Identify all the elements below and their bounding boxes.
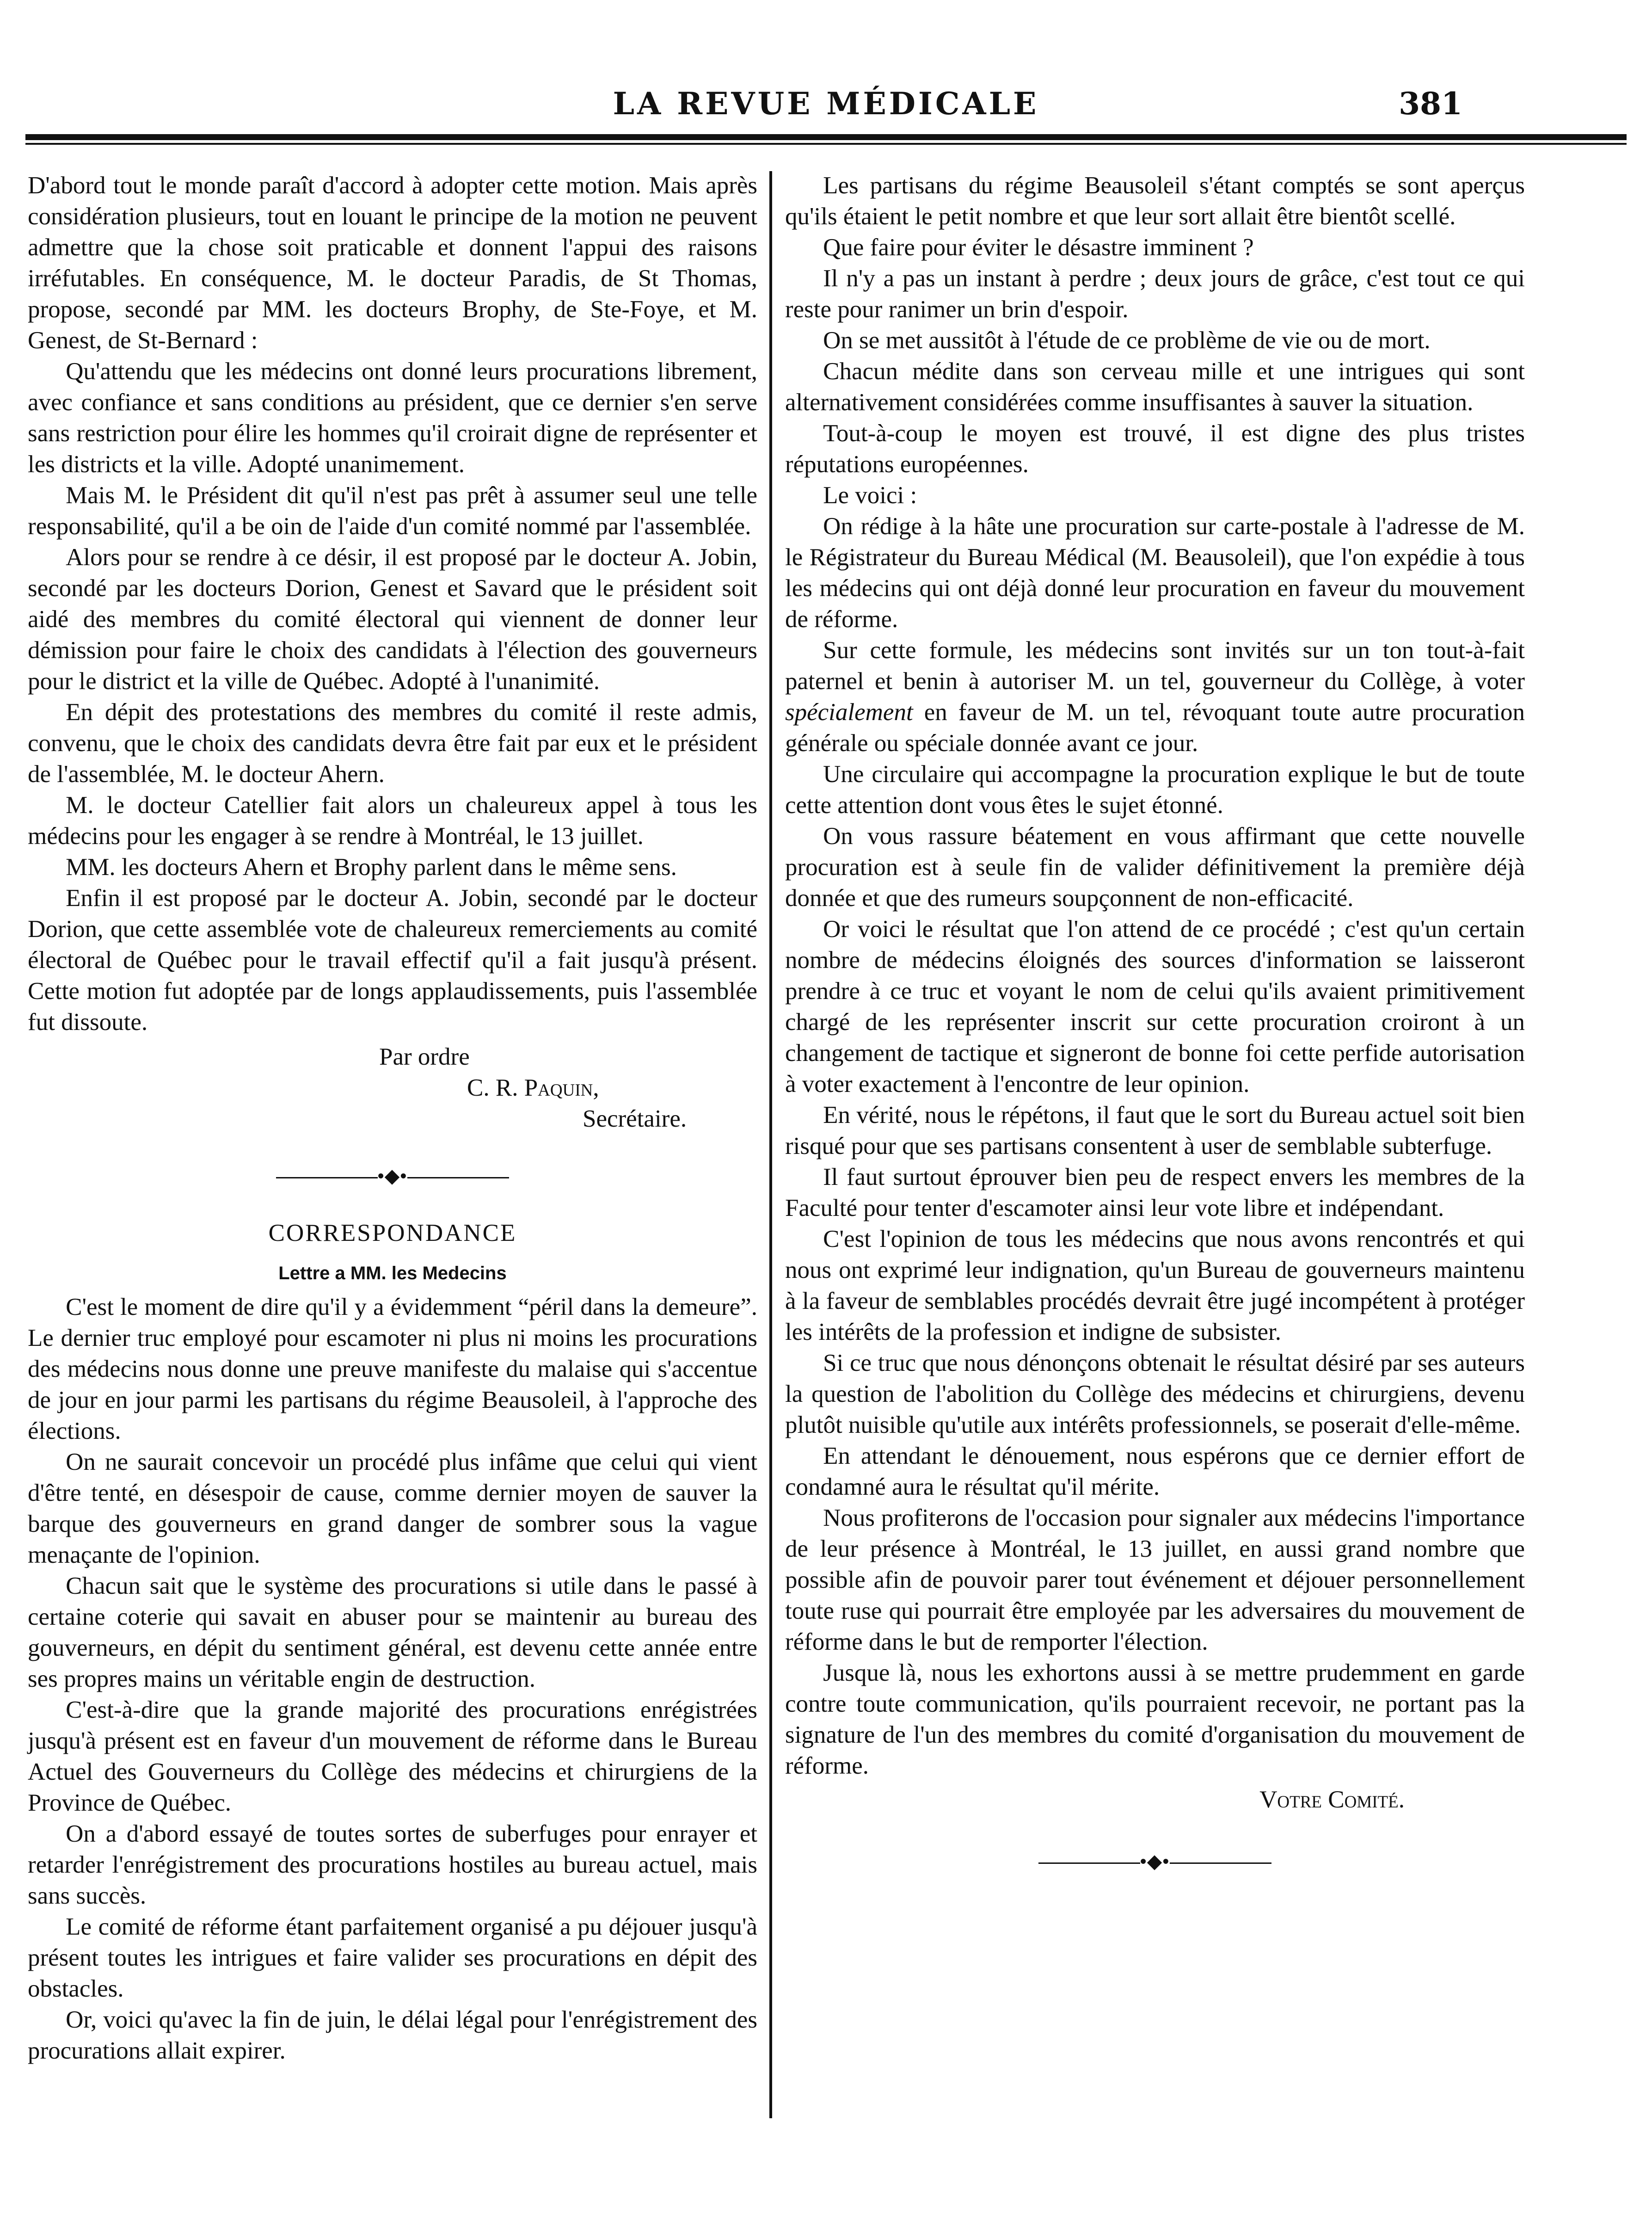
section-heading: CORRESPONDANCE bbox=[268, 1220, 517, 1246]
paragraph-with-emphasis: Sur cette formule, les médecins sont invités sur un ton tout-à-fait paternel et benin à autoriser M. un tel, gouverneur du Collège, à voter spécialement en faveur de M. un tel, révoquant toute autre procuration générale ou spéciale donnée avant ce jour. bbox=[785, 637, 1525, 757]
right-column bbox=[785, 170, 1525, 1903]
ornament-mark: •◆• bbox=[377, 1165, 408, 1186]
paragraph: Alors pour se rendre à ce désir, il est proposé par le docteur A. Jobin, secondé par les docteurs Dorion, Genest et Savard que le président soit aidé des membres du comité électoral qui viennent de donner leur démission pour faire le choix des candidats à l'élection des gouverneurs pour le district et la ville de Québec. Adopté à l'unanimité. bbox=[28, 544, 757, 695]
paragraph: Enfin il est proposé par le docteur A. Jobin, secondé par le docteur Dorion, que cette assemblée vote de chaleureux remerciements au comité électoral de Québec pour le travail effectif qu'il a fait jusqu'à présent. Cette motion fut adoptée par de longs applaudissements, puis l'assemblée fut dissoute. bbox=[28, 885, 757, 1036]
paragraph: Mais M. le Président dit qu'il n'est pas prêt à assumer seul une telle responsabilité, qu'il a be oin de l'aide d'un comité nommé par l'assemblée. bbox=[28, 482, 757, 540]
paragraph: En attendant le dénouement, nous espérons que ce dernier effort de condamné aura le résultat qu'il mérite. bbox=[785, 1443, 1525, 1500]
paragraph: D'abord tout le monde paraît d'accord à adopter cette motion. Mais après considération plusieurs, tout en louant le principe de la motion ne peuvent admettre que la chose soit praticable et donnent l'appui des raisons irréfutables. En conséquence, M. le docteur Paradis, de St Thomas, propose, secondé par MM. les docteurs Brophy, de Ste-Foye, et M. Genest, de St-Bernard : bbox=[28, 172, 757, 354]
section-subheading: Lettre a MM. les Medecins bbox=[278, 1263, 507, 1283]
paragraph: Il faut surtout éprouver bien peu de respect envers les membres de la Faculté pour tenter d'escamoter ainsi leur vote libre et indépendant. bbox=[785, 1164, 1525, 1221]
closing-ornament bbox=[785, 1852, 1525, 1871]
paragraph: Les partisans du régime Beausoleil s'étant comptés se sont aperçus qu'ils étaient le petit nombre et que leur sort allait être bientôt scellé. bbox=[785, 172, 1525, 230]
ornament-line bbox=[1038, 1862, 1140, 1864]
page-header bbox=[0, 86, 1652, 141]
paragraph: Chacun médite dans son cerveau mille et une intrigues qui sont alternativement considérées comme insuffisantes à sauver la situation. bbox=[785, 358, 1525, 416]
meeting-minutes bbox=[28, 170, 757, 1038]
paragraph: Le voici : bbox=[823, 482, 917, 509]
journal-title: LA REVUE MÉDICALE bbox=[613, 86, 1039, 122]
signature-order: Par ordre bbox=[379, 1043, 470, 1070]
signature-title: Secrétaire. bbox=[583, 1105, 687, 1132]
paragraph: C'est le moment de dire qu'il y a évidemment “péril dans la demeure”. Le dernier truc employé pour escamoter ni plus ni moins les procurations des médecins nous donne une preuve manifeste du malaise qui s'accentue de jour en jour parmi les partisans du régime Beausoleil, à l'approche des élections. bbox=[28, 1294, 757, 1444]
paragraph: On se met aussitôt à l'étude de ce problème de vie ou de mort. bbox=[823, 327, 1431, 354]
ornament-line bbox=[276, 1177, 378, 1178]
page-number: 381 bbox=[1399, 86, 1462, 122]
paragraph: Si ce truc que nous dénonçons obtenait le résultat désiré par ses auteurs la question de l'abolition du Collège des médecins et chirurgiens, devenu plutôt nuisible qu'utile aux intérêts professionnels, se poserait d'elle-même. bbox=[785, 1350, 1525, 1438]
paragraph: Tout-à-coup le moyen est trouvé, il est digne des plus tristes réputations européennes. bbox=[785, 420, 1525, 478]
paragraph: C'est l'opinion de tous les médecins que nous avons rencontrés et qui nous ont exprimé leur indignation, qu'un Bureau de gouverneurs maintenu à la faveur de semblables procédés devrait être jugé incompétent à protéger les intérêts de la profession et indigne de subsister. bbox=[785, 1226, 1525, 1345]
paragraph: Que faire pour éviter le désastre imminent ? bbox=[823, 234, 1254, 261]
paragraph: Une circulaire qui accompagne la procuration explique le but de toute cette attention dont vous êtes le sujet étonné. bbox=[785, 761, 1525, 819]
paragraph: Nous profiterons de l'occasion pour signaler aux médecins l'importance de leur présence à Montréal, le 13 juillet, en aussi grand nombre que possible afin de pouvoir parer tout événement et déjouer personnellement toute ruse qui pourrait être employée par les adversaires du mouvement de réforme dans le but de remporter l'élection. bbox=[785, 1504, 1525, 1655]
paragraph: Or, voici qu'avec la fin de juin, le délai légal pour l'enrégistrement des procurations allait expirer. bbox=[28, 2006, 757, 2064]
paragraph: Qu'attendu que les médecins ont donné leurs procurations librement, avec confiance et sans conditions au président, que ce dernier s'en serve sans restriction pour élire les hommes qu'il croirait digne de représenter et les districts et la ville. Adopté unanimement. bbox=[28, 358, 757, 478]
paragraph: On ne saurait concevoir un procédé plus infâme que celui qui vient d'être tenté, en désespoir de cause, comme dernier moyen de sauver la barque des gouverneurs en grand danger de sombrer sous la vague menaçante de l'opinion. bbox=[28, 1449, 757, 1568]
paragraph: MM. les docteurs Ahern et Brophy parlent dans le même sens. bbox=[66, 854, 677, 881]
ornament-mark: •◆• bbox=[1140, 1851, 1170, 1872]
paragraph: On vous rassure béatement en vous affirmant que cette nouvelle procuration est à seule fin de valider définitivement la première déjà donnée et que des rumeurs soupçonnent de non-efficacité. bbox=[785, 823, 1525, 912]
header-rule-thin bbox=[25, 143, 1627, 145]
paragraph: M. le docteur Catellier fait alors un chaleureux appel à tous les médecins pour les engager à se rendre à Montréal, le 13 juillet. bbox=[28, 792, 757, 850]
header-rule-thick bbox=[25, 134, 1627, 140]
paragraph: On a d'abord essayé de toutes sortes de suberfuges pour enrayer et retarder l'enrégistrement des procurations hostiles au bureau actuel, mais sans succès. bbox=[28, 1820, 757, 1909]
signature-block bbox=[28, 1042, 757, 1134]
paragraph: Or voici le résultat que l'on attend de ce procédé ; c'est qu'un certain nombre de médecins éloignés des sources d'information se laisseront prendre à ce truc et voyant le nom de celui qu'ils avaient primitivement chargé de les représenter inscrit sur cette procuration croiront à un changement de tactique et signeront de bonne foi cette perfide autorisation à voter exactement à l'encontre de leur opinion. bbox=[785, 916, 1525, 1098]
correspondence-letter bbox=[28, 1292, 757, 2066]
section-ornament bbox=[28, 1167, 757, 1185]
signature-name: C. R. Paquin, bbox=[467, 1074, 599, 1101]
paragraph: On rédige à la hâte une procuration sur carte-postale à l'adresse de M. le Régistrateur du Bureau Médical (M. Beausoleil), que l'on expédie à tous les médecins qui ont déjà donné leur procuration en faveur du mouvement de réforme. bbox=[785, 513, 1525, 633]
paragraph: Le comité de réforme étant parfaitement organisé a pu déjouer jusqu'à présent toutes les intrigues et faire valider ses procurations en dépit des obstacles. bbox=[28, 1913, 757, 2002]
paragraph: C'est-à-dire que la grande majorité des procurations enrégistrées jusqu'à présent est en faveur d'un mouvement de réforme dans le Bureau Actuel des Gouverneurs du Collège des médecins et chirurgiens de la Province de Québec. bbox=[28, 1696, 757, 1816]
left-column bbox=[28, 170, 757, 2066]
paragraph: Jusque là, nous les exhortons aussi à se mettre prudemment en garde contre toute communication, qu'ils pourraient recevoir, ne portant pas la signature de l'un des membres du comité d'organisation du mouvement de réforme. bbox=[785, 1659, 1525, 1779]
paragraph: En vérité, nous le répétons, il faut que le sort du Bureau actuel soit bien risqué pour que ses partisans consentent à user de semblable subterfuge. bbox=[785, 1102, 1525, 1159]
committee-signature: Votre Comité. bbox=[1259, 1786, 1405, 1813]
paragraph: Chacun sait que le système des procurations si utile dans le passé à certaine coterie qui savait en abuser pour se maintenir au bureau des gouverneurs, en dépit du sentiment général, est devenu cette année entre ses propres mains un véritable engin de destruction. bbox=[28, 1572, 757, 1692]
ornament-line bbox=[1170, 1862, 1271, 1864]
emphasis-text: spécialement bbox=[785, 699, 913, 726]
paragraph: En dépit des protestations des membres du comité il reste admis, convenu, que le choix des candidats devra être fait par eux et le président de l'assemblée, M. le docteur Ahern. bbox=[28, 699, 757, 788]
column-divider bbox=[769, 171, 772, 2118]
paragraph: Il n'y a pas un instant à perdre ; deux jours de grâce, c'est tout ce qui reste pour ranimer un brin d'espoir. bbox=[785, 265, 1525, 323]
ornament-line bbox=[407, 1177, 509, 1178]
